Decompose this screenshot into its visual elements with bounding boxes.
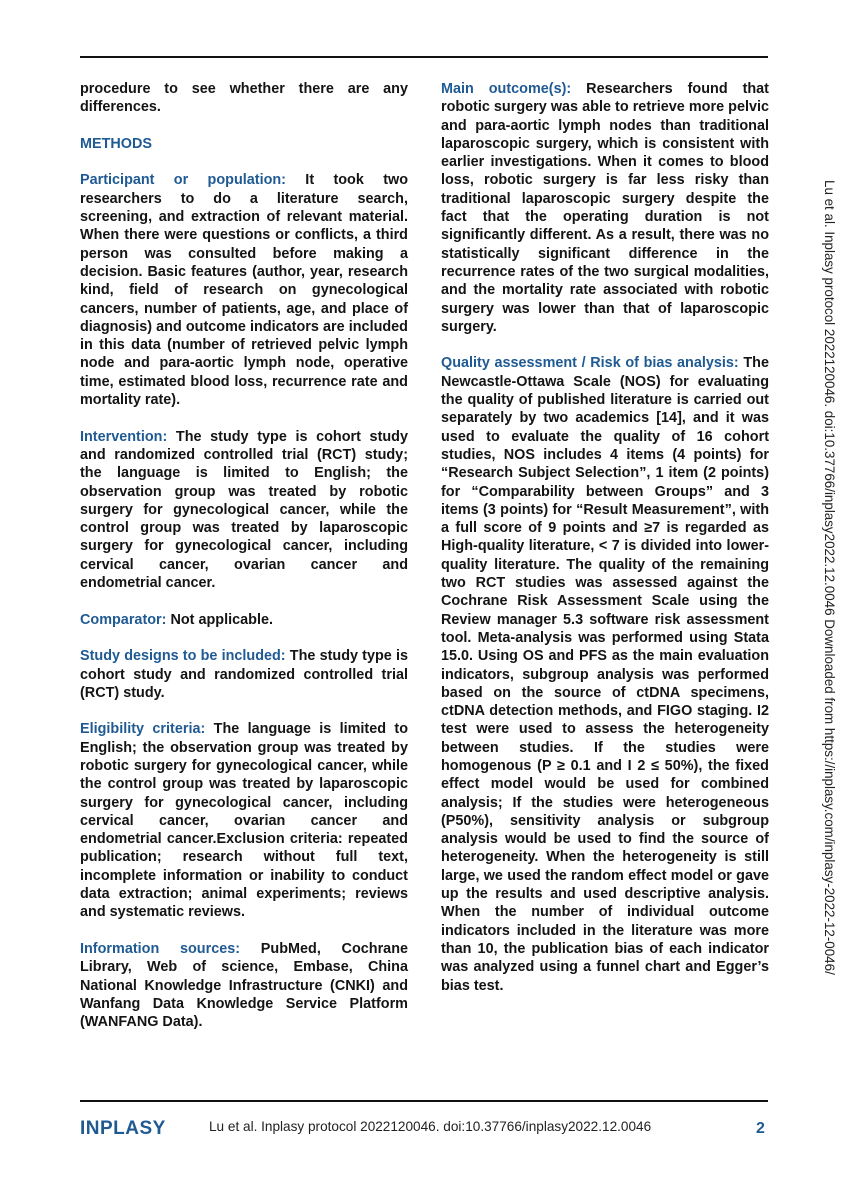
information-sources-paragraph (80, 940, 408, 1031)
study-designs-label: Study designs to be included: (80, 648, 286, 665)
eligibility-text: The language is limited to English; the observation group was treated by robotic surgery for gynecological cancer, while the control group was treated by laparoscopic surgery for gynecological cancer, including cervical cancer, ovarian cancer and endometrial cancer.Exclusion criteria: repeated publication; research without full text, incomplete information or inability to conduct data extraction; animal experiments; reviews and systematic reviews. (80, 721, 408, 921)
participant-paragraph (80, 171, 408, 409)
comparator-paragraph (80, 611, 408, 629)
participant-text: It took two researchers to do a literature search, screening, and extraction of relevant material. When there were questions or conflicts, a third person was consulted before making a decision. Basic features (author, year, research kind, field of research on gynecological cancers, number of patients, age, and place of diagnosis) and outcome indicators are included in this data (number of retrieved pelvic lymph node and para-aortic lymph node, operative time, estimated blood loss, recurrence rate and mortality rate). (80, 172, 408, 409)
information-sources-label: Information sources: (80, 940, 241, 957)
footer-brand-logo: INPLASY (80, 1118, 166, 1139)
eligibility-label: Eligibility criteria: (80, 721, 206, 738)
study-designs-paragraph (80, 647, 408, 702)
download-side-note: Lu et al. Inplasy protocol 2022120046. doi:10.37766/inplasy2022.12.0046 Downloaded from https://inplasy.com/inplasy-2022-12-0046/ (822, 180, 837, 975)
quality-text: The Newcastle-Ottawa Scale (NOS) for evaluating the quality of published literature is carried out separately by two academics [14], and it was used to evaluate the quality of 16 cohort studies, NOS includes 4 items (4 points) for “Research Subject Selection”, 1 item (2 points) for “Comparability between Groups” and 3 items (3 points) for “Result Measurement”, with a full score of 9 points and ≥7 is regarded as High-quality literature, < 7 is divided into lower-quality literature. The quality of the remaining two RCT studies was assessed against the Cochrane Risk Assessment Scale using the Review manager 5.3 software risk assessment tool. Meta-analysis was performed using Stata 15.0. Using OS and PFS as the main evaluation indicators, subgroup analysis was performed based on the source of ctDNA specimens, ctDNA detection methods, and FIGO staging. I2 test were used to assess the heterogeneity between studies. If the studies were homogenous (P ≥ 0.1 and I 2 ≤ 50%), the fixed effect model would be used for combined analysis; If the studies were heterogeneous (P50%), sensitivity analysis or subgroup analysis would be used to find the source of heterogeneity. When the heterogeneity is still large, we used the random effect model or gave up the results and used descriptive analysis. When the number of individual outcome indicators included in the literature was more than 10, the publication bias of each indicator was analyzed using a funnel chart and Egger’s bias test. (441, 355, 769, 994)
footer-citation: Lu et al. Inplasy protocol 2022120046. doi:10.37766/inplasy2022.12.0046 (209, 1119, 652, 1134)
methods-heading: METHODS (80, 135, 153, 152)
main-outcomes-label: Main outcome(s): (441, 81, 572, 97)
study-designs-text: The study type is cohort study and randomized controlled trial (RCT) study. (80, 648, 408, 701)
footer-rule (80, 1100, 768, 1102)
intervention-paragraph (80, 428, 408, 593)
intervention-label: Intervention: (80, 428, 168, 445)
quality-label: Quality assessment / Risk of bias analysis: (441, 355, 739, 372)
comparator-text: Not applicable. (166, 611, 273, 628)
page-number: 2 (756, 1120, 765, 1137)
header-rule (80, 56, 768, 58)
quality-paragraph (441, 354, 769, 994)
left-column (80, 80, 408, 1050)
main-outcomes-text: Researchers found that robotic surgery was able to retrieve more pelvic and para-aortic lymph nodes than traditional laparoscopic surgery, which is consistent with earlier investigations. When it comes to blood loss, robotic surgery is far less risky than traditional laparoscopic surgery despite the fact that the operating duration is not significantly different. As a result, there was no statistically significant difference in the recurrence rates of the two surgical modalities, and the mortality rate associated with robotic surgery was lower than that of laparoscopic surgery. (441, 81, 769, 335)
participant-label: Participant or population: (80, 172, 286, 189)
information-sources-text: PubMed, Cochrane Library, Web of science, Embase, China National Knowledge Infrastructure (CNKI) and Wanfang Data Knowledge Service Platform (WANFANG Data). (80, 940, 409, 1031)
comparator-label: Comparator: (80, 611, 167, 628)
intro-paragraph: procedure to see whether there are any differences. (80, 81, 408, 116)
eligibility-paragraph (80, 720, 408, 921)
intervention-text: The study type is cohort study and randomized controlled trial (RCT) study; the language is limited to English; the observation group was treated by robotic surgery for gynecological cancer, while the control group was treated by laparoscopic surgery for gynecological cancer, including cervical cancer, ovarian cancer and endometrial cancer. (80, 428, 408, 592)
right-column (441, 80, 769, 1013)
main-outcomes-paragraph (441, 80, 769, 336)
